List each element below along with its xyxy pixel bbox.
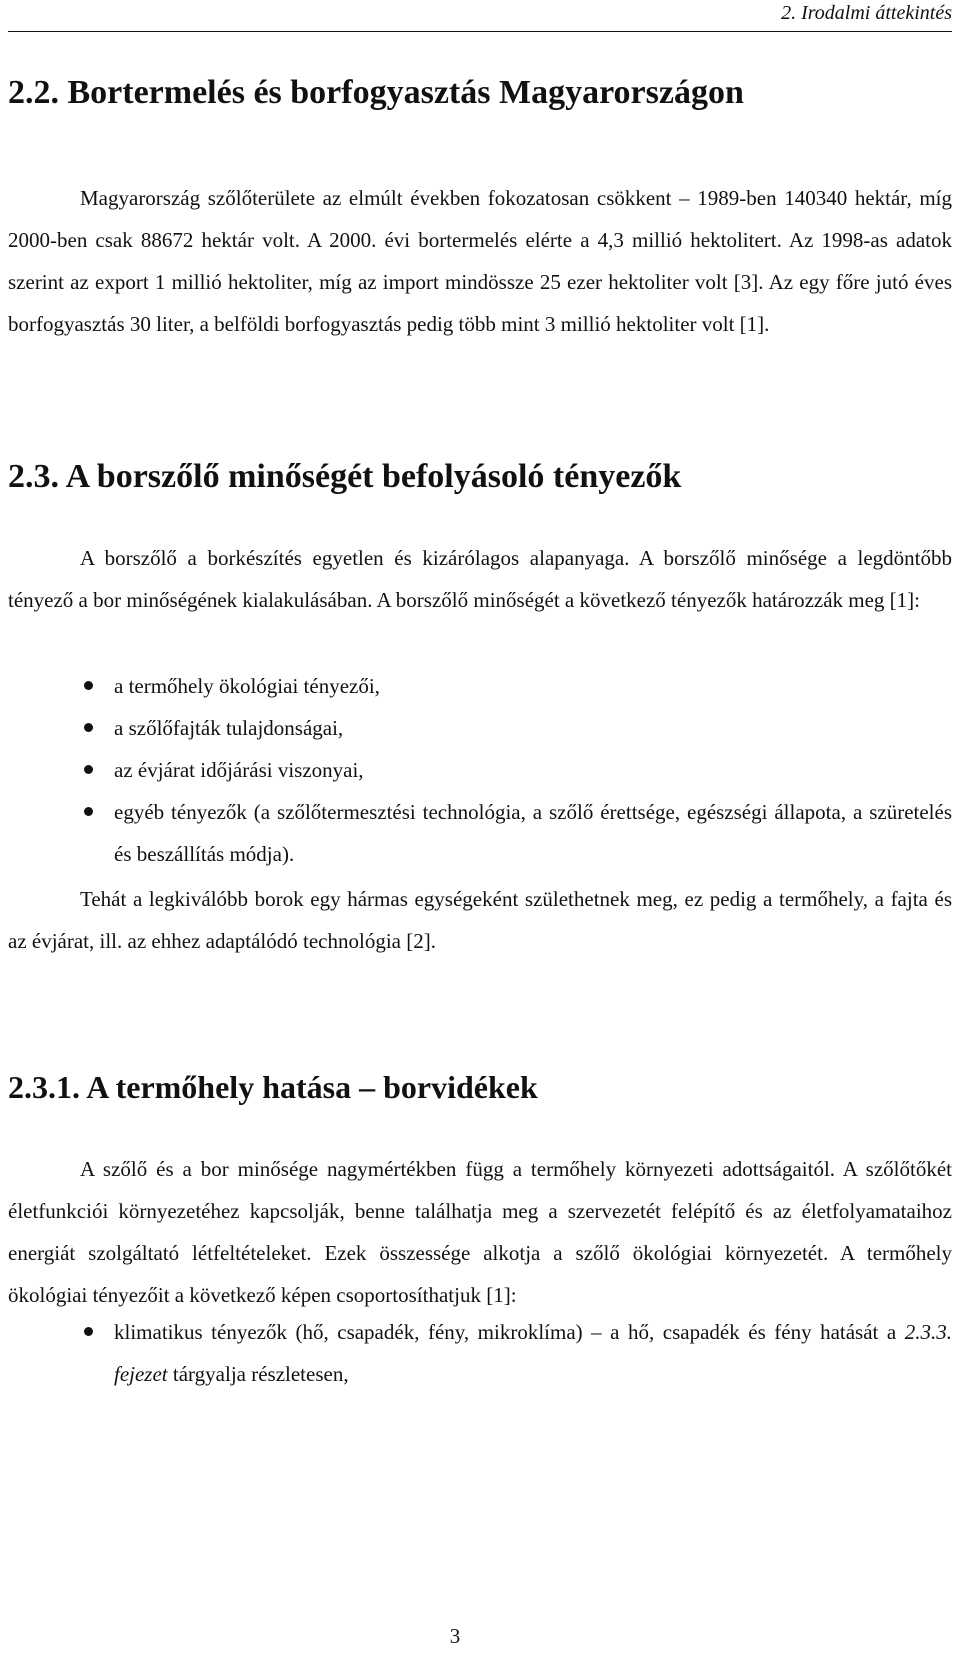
quality-factors-list [8, 665, 952, 875]
list-item-text: egyéb tényezők (a szőlőtermesztési technológia, a szőlő érettsége, egészségi állapota, a szüretelés és beszállítás módja). [114, 800, 952, 866]
list-item [8, 749, 952, 791]
paragraph-terroir: A szőlő és a bor minősége nagymértékben függ a termőhely környezeti adottságaitól. A szőlőtőkét életfunkciói környezetéhez kapcsolják, benne találhatja meg a szervezetét felépítő és az életfolyamataihoz energiát szolgáltató létfeltételeket. Ezek összessége alkotja a szőlő ökológiai környezetét. A termőhely ökológiai tényezőit a következő képen csoportosíthatjuk [1]: [8, 1157, 952, 1307]
paragraph-triple-unity: Tehát a legkiválóbb borok egy hármas egységeként születhetnek meg, ez pedig a termőhely, a fajta és az évjárat, ill. az ehhez adaptálódó technológia [2]. [8, 887, 952, 953]
list-item-text-after: tárgyalja részletesen, [167, 1362, 349, 1386]
bullet-icon [84, 723, 93, 732]
list-item-text: a szőlőfajták tulajdonságai, [114, 716, 344, 740]
section-heading-2-3: 2.3. A borszőlő minőségét befolyásoló tényezők [8, 458, 682, 495]
section-heading-2-2: 2.2. Bortermelés és borfogyasztás Magyarországon [8, 74, 744, 111]
list-item [8, 707, 952, 749]
page-number: 3 [449, 1624, 461, 1648]
bullet-icon [84, 765, 93, 774]
list-item [8, 665, 952, 707]
paragraph-grape-quality: A borszőlő a borkészítés egyetlen és kizárólagos alapanyaga. A borszőlő minősége a legdöntőbb tényező a bor minőségének kialakulásában. A borszőlő minőségét a következő tényezők határozzák meg [1]: [8, 546, 952, 612]
list-item-text: a termőhely ökológiai tényezői, [114, 674, 380, 698]
running-header: 2. Irodalmi áttekintés [781, 2, 952, 24]
list-item [8, 1311, 952, 1395]
paragraph-wine-production: Magyarország szőlőterülete az elmúlt években fokozatosan csökkent – 1989-ben 140340 hektár, míg 2000-ben csak 88672 hektár volt. A 2000. évi bortermelés elérte a 4,3 millió hektolitert. Az 1998-as adatok szerint az export 1 millió hektoliter, míg az import mindössze 25 ezer hektoliter volt [3]. Az egy főre jutó éves borfogyasztás 30 liter, a belföldi borfogyasztás pedig több mint 3 millió hektoliter volt [1]. [8, 186, 952, 336]
section-heading-2-3-1: 2.3.1. A termőhely hatása – borvidékek [8, 1069, 538, 1105]
list-item-text: az évjárat időjárási viszonyai, [114, 758, 364, 782]
list-item-text-before: klimatikus tényezők (hő, csapadék, fény, mikroklíma) – a hő, csapadék és fény hatását a [114, 1320, 905, 1344]
ecological-factors-list [8, 1311, 952, 1395]
bullet-icon [84, 681, 93, 690]
bullet-icon [84, 1327, 93, 1336]
header-divider [8, 31, 952, 32]
bullet-icon [84, 807, 93, 816]
chapter-reference: 2.3.3. fejezet [114, 1320, 952, 1386]
list-item [8, 791, 952, 875]
